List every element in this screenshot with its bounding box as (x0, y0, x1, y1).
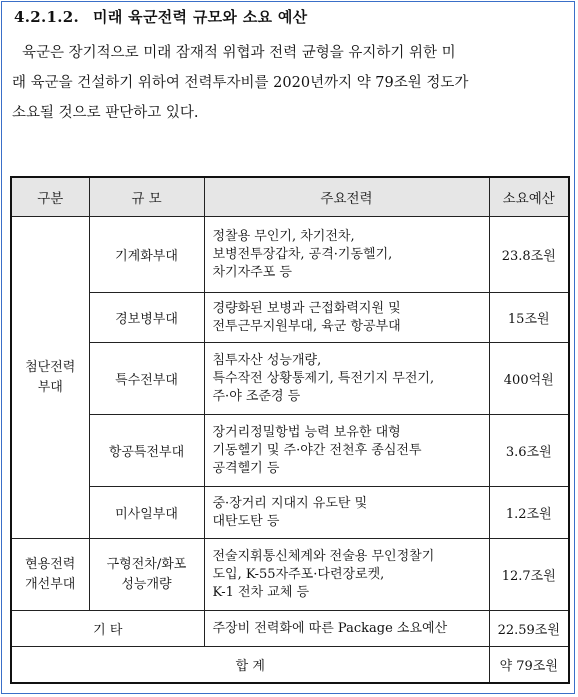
category-label: 개선부대 (25, 576, 76, 592)
table-row (11, 415, 569, 487)
forces-line: 중·장거리 지대지 유도탄 및 (212, 495, 368, 511)
budget-table (10, 176, 570, 684)
unit-cell: 기계화부대 (89, 217, 204, 293)
budget-cell: 23.8조원 (489, 217, 569, 293)
table-row (11, 487, 569, 539)
forces-cell (204, 293, 489, 343)
paragraph-line: 래 육군을 건설하기 위하여 전력투자비를 2020년까지 약 79조원 정도가 (12, 75, 469, 91)
unit-cell: 특수전부대 (89, 343, 204, 415)
unit-cell (89, 539, 204, 611)
section-number: 4.2.1.2. (14, 8, 80, 26)
budget-cell: 22.59조원 (489, 611, 569, 647)
forces-line: 차기자주포 등 (212, 264, 292, 280)
table-row (11, 539, 569, 611)
section-heading (14, 6, 307, 27)
category-label: 현용전력 (25, 556, 76, 572)
forces-cell (204, 217, 489, 293)
forces-line: 공격헬기 등 (212, 460, 280, 476)
forces-line: 침투자산 성능개량, (212, 352, 322, 368)
forces-line: 정찰용 무인기, 차기전차, (212, 228, 355, 244)
budget-cell: 1.2조원 (489, 487, 569, 539)
forces-line: 특수작전 상황통제기, 특전기지 무전기, (212, 370, 435, 386)
table-row (11, 293, 569, 343)
forces-cell (204, 415, 489, 487)
budget-cell: 3.6조원 (489, 415, 569, 487)
category-cell (11, 217, 89, 539)
budget-cell: 12.7조원 (489, 539, 569, 611)
forces-line: 전투근무지원부대, 육군 항공부대 (212, 318, 401, 334)
header-budget: 소요예산 (489, 177, 569, 217)
forces-cell (204, 343, 489, 415)
forces-line: 전술지휘통신체계와 전술용 무인정찰기 (212, 548, 435, 564)
budget-cell: 400억원 (489, 343, 569, 415)
section-title: 미래 육군전력 규모와 소요 예산 (93, 8, 308, 26)
category-cell (11, 539, 89, 611)
forces-line: 대탄도탄 등 (212, 513, 280, 529)
unit-cell: 미사일부대 (89, 487, 204, 539)
table-row (11, 611, 569, 647)
table-row (11, 343, 569, 415)
header-category: 구분 (11, 177, 89, 217)
forces-line: 기동헬기 및 주·야간 전천후 종심전투 (212, 442, 422, 458)
forces-line: 보병전투장갑차, 공격·기동헬기, (212, 246, 393, 262)
other-label: 기 타 (11, 611, 204, 647)
unit-label: 구형전차/화포 (106, 556, 187, 572)
forces-line: 도입, K-55자주포·다련장로켓, (212, 566, 385, 582)
category-label: 부대 (37, 379, 63, 395)
total-budget: 약 79조원 (489, 647, 569, 683)
category-label: 첨단전력 (25, 359, 76, 375)
forces-cell (204, 487, 489, 539)
intro-paragraph (12, 38, 567, 128)
forces-line: 장거리정밀항법 능력 보유한 대형 (212, 424, 401, 440)
table-header-row (11, 177, 569, 217)
forces-line: K-1 전차 교체 등 (212, 584, 310, 600)
forces-line: 경량화된 보병과 근접화력지원 및 (212, 300, 401, 316)
table-row (11, 647, 569, 683)
paragraph-line: 육군은 장기적으로 미래 잠재적 위협과 전력 균형을 유지하기 위한 미 (22, 45, 456, 61)
budget-cell: 15조원 (489, 293, 569, 343)
paragraph-line: 소요될 것으로 판단하고 있다. (12, 105, 199, 121)
forces-line: 주·야 조준경 등 (212, 388, 301, 404)
forces-cell (204, 539, 489, 611)
header-forces: 주요전력 (204, 177, 489, 217)
forces-cell: 주장비 전력화에 따른 Package 소요예산 (204, 611, 489, 647)
unit-cell: 경보병부대 (89, 293, 204, 343)
unit-label: 성능개량 (121, 576, 172, 592)
unit-cell: 항공특전부대 (89, 415, 204, 487)
table-row (11, 217, 569, 293)
total-label: 합 계 (11, 647, 489, 683)
header-scale: 규 모 (89, 177, 204, 217)
